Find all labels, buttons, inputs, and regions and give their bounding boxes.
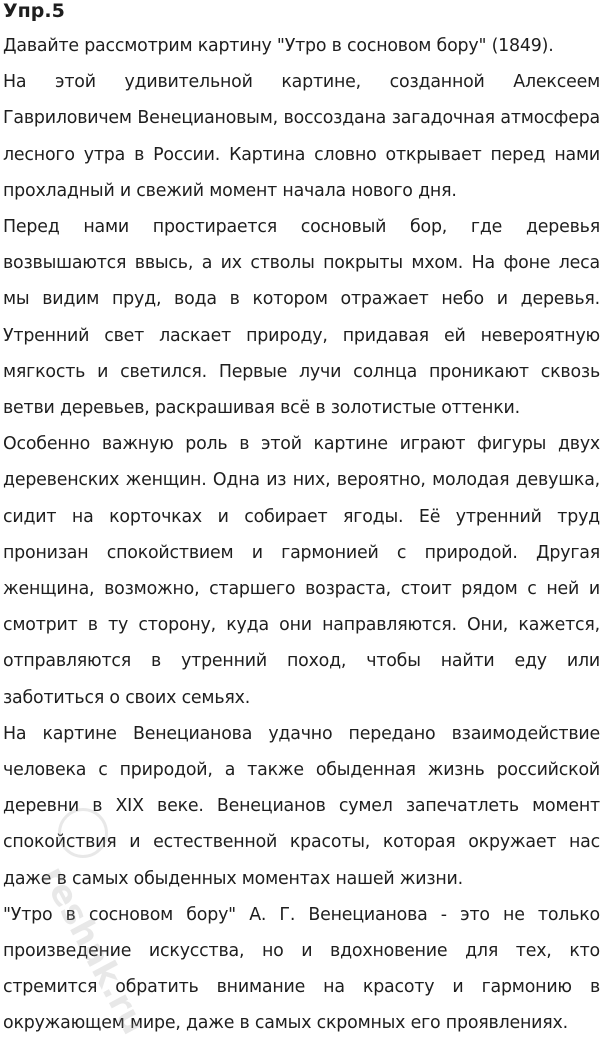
- paragraph-conclusion: "Утро в сосновом бору" А. Г. Венецианова - это не только произведение искусства, но и вдохновение для тех, кто стремится обратить внимание на красоту и гармонию в окружающем мире, даже в самых скромных его проявлениях.: [3, 904, 600, 1034]
- document-page: [3, 0, 600, 1042]
- watermark-text: reshak.ru: [32, 860, 155, 1041]
- paragraph-intro: Давайте рассмотрим картину "Утро в сосновом бору" (1849).: [3, 36, 554, 56]
- paragraph-women: Особенно важную роль в этой картине играют фигуры двух деревенских женщин. Одна из них, вероятно, молодая девушка, сидит на корточках и собирает ягоды. Её утренний труд пронизан спокойствием и гармонией с природой. Другая женщина, возможно, старшего возраста, стоит рядом с ней и смотрит в ту сторону, куда они направляются. Они, кажется, отправляются в утренний поход, чтобы найти еду или заботиться о своих семьях.: [3, 434, 600, 708]
- paragraph-forest: Перед нами простирается сосновый бор, где деревья возвышаются ввысь, а их стволы покрыты мхом. На фоне леса мы видим пруд, вода в котором отражает небо и деревья. Утренний свет ласкает природу, придавая ей невероятную мягкость и светился. Первые лучи солнца проникают сквозь ветви деревьев, раскрашивая всё в золотистые оттенки.: [3, 217, 600, 419]
- paragraph-nature-life: На картине Венецианова удачно передано взаимодействие человека с природой, а также обыденная жизнь российской деревни в XIX веке. Венецианов сумел запечатлеть момент спокойствия и естественной красоты, которая окружает нас даже в самых обыденных моментах нашей жизни.: [3, 723, 600, 889]
- exercise-title: Упр.5: [3, 0, 65, 22]
- paragraph-atmosphere: На этой удивительной картине, созданной Алексеем Гавриловичем Венециановым, воссоздана загадочная атмосфера лесного утра в России. Картина словно открывает перед нами прохладный и свежий момент начала нового дня.: [3, 72, 600, 201]
